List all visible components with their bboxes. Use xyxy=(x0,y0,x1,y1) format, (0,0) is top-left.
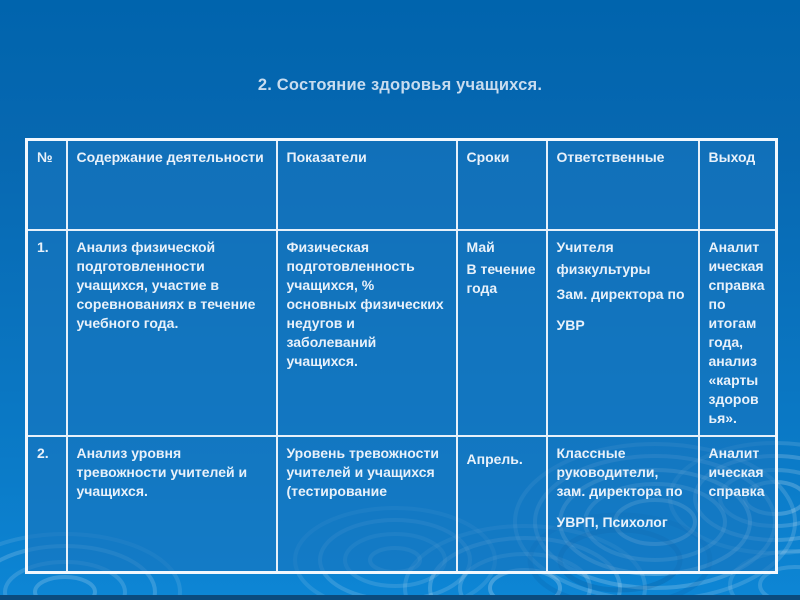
column-header-indicators: Показатели xyxy=(277,140,457,230)
row1-responsible-line: физкультуры xyxy=(556,260,651,277)
row1-term-line: Май xyxy=(466,238,495,255)
row2-terms xyxy=(457,436,547,573)
row1-indicators: Физическая подготовленность учащихся, % основных физических недугов и заболеваний учащихся. xyxy=(277,230,457,436)
column-header-content: Содержание деятельности xyxy=(67,140,277,230)
table-row xyxy=(27,436,777,573)
slide-title: 2. Состояние здоровья учащихся. xyxy=(257,76,543,94)
row1-responsible-line: Зам. директора по xyxy=(556,285,685,302)
row2-indicators: Уровень тревожности учителей и учащихся (тестирование xyxy=(277,436,457,573)
row1-number: 1. xyxy=(27,230,67,436)
row2-output: Аналитическая справка xyxy=(699,436,777,573)
bottom-edge-strip xyxy=(0,595,800,600)
row1-responsible-line: Учителя xyxy=(556,238,614,255)
row1-responsible-line: УВР xyxy=(556,316,585,333)
row2-content: Анализ уровня тревожности учителей и учащихся. xyxy=(67,436,277,573)
row2-term-line: Апрель. xyxy=(466,450,523,467)
column-header-number: № xyxy=(27,140,67,230)
row2-number: 2. xyxy=(27,436,67,573)
row1-output: Аналитическая справка по итогам года, анализ «карты здоровья». xyxy=(699,230,777,436)
row1-term-line: В течение года xyxy=(466,260,536,296)
row2-responsible-line: Классные руководители, зам. директора по xyxy=(556,444,683,499)
column-header-responsible: Ответственные xyxy=(547,140,699,230)
row1-responsible xyxy=(547,230,699,436)
row2-responsible xyxy=(547,436,699,573)
activity-table xyxy=(25,138,778,574)
row1-terms xyxy=(457,230,547,436)
row1-content: Анализ физической подготовленности учащихся, участие в соревнованиях в течение учебного года. xyxy=(67,230,277,436)
column-header-terms: Сроки xyxy=(457,140,547,230)
column-header-output: Выход xyxy=(699,140,777,230)
table-row xyxy=(27,230,777,436)
row2-responsible-line: УВРП, Психолог xyxy=(556,513,668,530)
table-header-row xyxy=(27,140,777,230)
